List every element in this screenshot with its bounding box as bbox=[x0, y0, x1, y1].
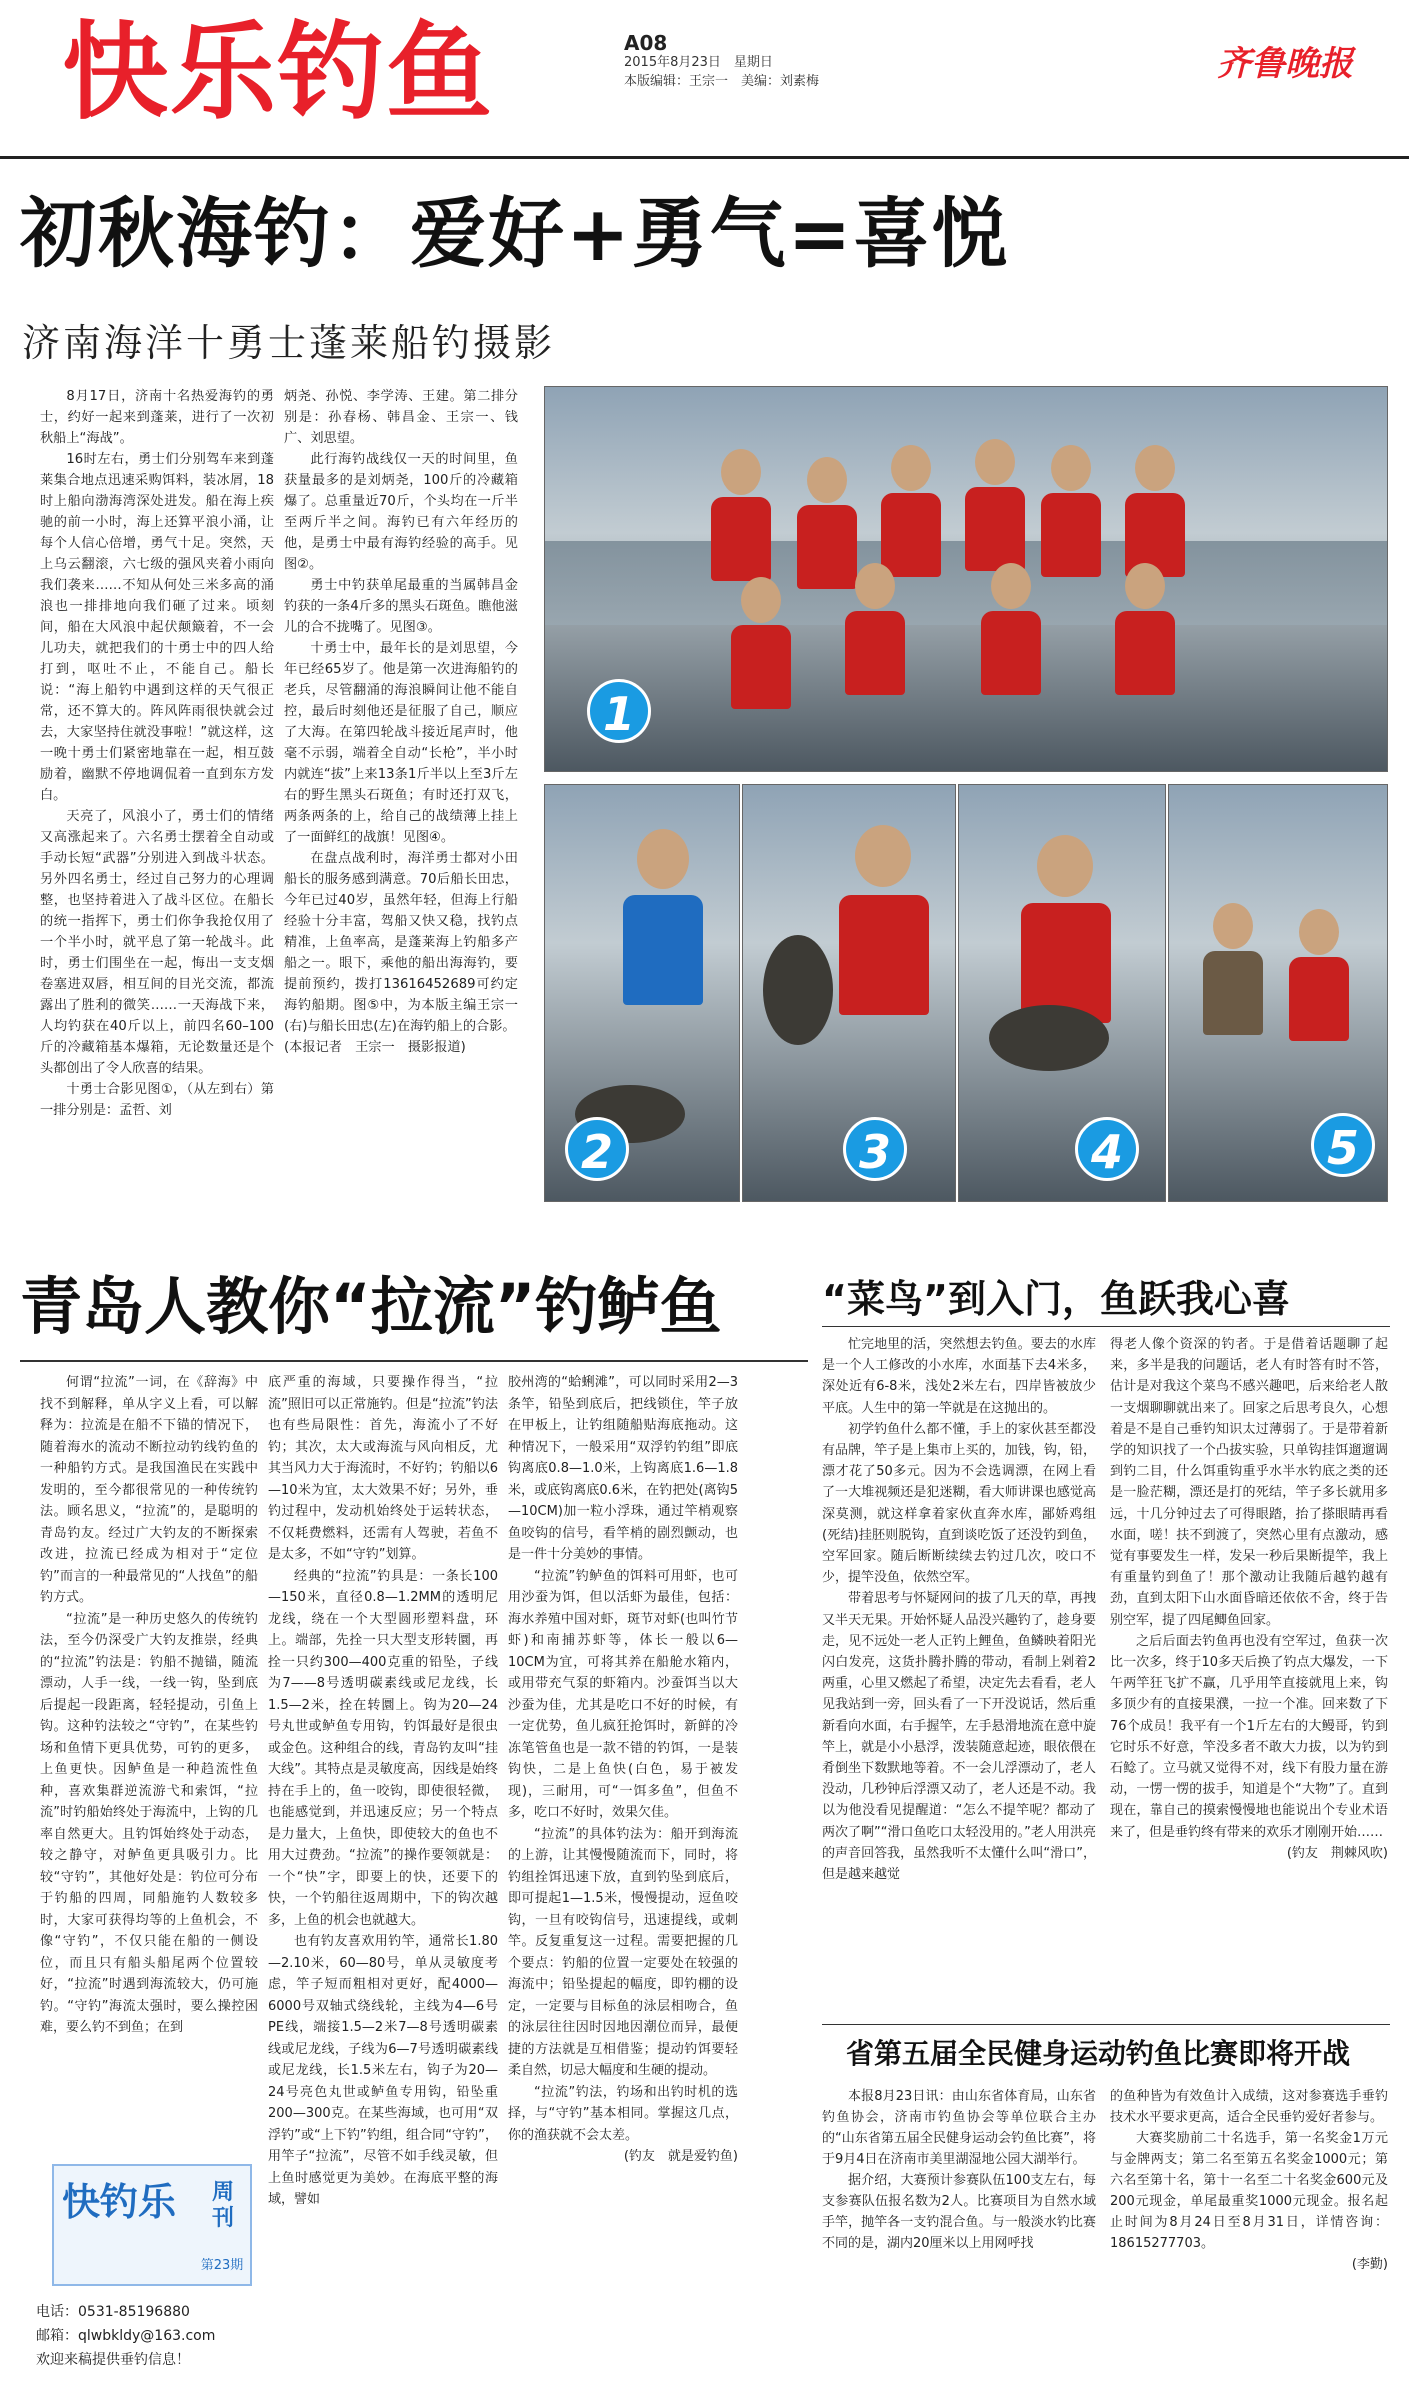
newspaper-logo: 齐鲁晚报 bbox=[1217, 44, 1353, 84]
paragraph: 天亮了，风浪小了，勇士们的情绪又高涨起来了。六名勇士摆着全自动或手动长短“武器”分别进入到战斗状态。另外四名勇士，经过自己努力的心理调整，也坚持着进入了战斗区位。在船长的统一指挥下，勇士们你争我抢仅用了一个半小时，就平息了第一轮战斗。此时，勇士们围坐在一起，悔出一支支烟卷塞进双唇，相互间的目光交流，都流露出了胜利的微笑……一天海战下来，人均钓获在40斤以上，前四名60–100斤的冷藏箱基本爆箱，无论数量还是个头都创出了令人欣喜的结果。 bbox=[40, 809, 274, 1076]
section-title: 快乐钓鱼 bbox=[62, 11, 494, 134]
byline: (本报记者 王宗一 摄影报道) bbox=[284, 1040, 466, 1055]
paragraph: 炳尧、孙悦、李学涛、王建。第二排分别是：孙春杨、韩昌金、王宗一、钱广、刘思望。 bbox=[284, 389, 518, 446]
photo-number-badge: 3 bbox=[843, 1117, 907, 1181]
byline: (李勤) bbox=[1351, 2257, 1388, 2272]
paragraph: 底严重的海域，只要操作得当，“拉流”照旧可以正常施钓。但是“拉流”钓法也有些局限性：首先，海流小了不好钓；其次，太大或海流与风向相反，尤其当风力大于海流时，不好钓；钓船以6—10米为宜，太大效果不好；另外，垂钓过程中，发动机始终处于运转状态，不仅耗费燃料，还需有人驾驶，若鱼不是太多，不如“守钓”划算。 bbox=[268, 1375, 498, 1562]
paragraph: 也有钓友喜欢用钓竿，通常长1.80—2.10米，60—80号，单从灵敏度考虑，竿子短而粗相对更好，配4000—6000号双轴式绕线轮，主线为4—6号PE线，端接1.5—2米7—8号透明碳素线或尼龙线，子线为6—7号透明碳素线或尼龙线，长1.5米左右，钩子为20—24号亮色丸世或鲈鱼专用钩，铅坠重200—300克。在某些海域，也可用“双浮钓”或“上下钓”钓组，组合同“守钓”，用竿子“拉流”，尽管不如手线灵敏，但上鱼时感觉更为美妙。在海底平整的海域，譬如 bbox=[268, 1934, 498, 2207]
photo-5 bbox=[1168, 784, 1388, 1202]
story3-column-2 bbox=[1110, 1334, 1388, 2014]
byline: (钓友 荆棘风吹) bbox=[1286, 1845, 1388, 1861]
paragraph: 经典的“拉流”钓具是：一条长100—150米，直径0.8—1.2MM的透明尼龙线，绕在一个大型圆形塑料盘，环上。端部，先拴一只大型支形转圜，再拴一只约300—400克重的铅坠，子线为7——8号透明碳素线或尼龙线，长1.5—2米，拴在转圜上。钩为20—24号丸世或鲈鱼专用钩，钓饵最好是很虫或金色。这种组合的线，青岛钓友叫“挂大线”。其特点是灵敏度高，因线是始终持在手上的，鱼一咬钩，即使很轻微，也能感觉到，并迅速反应；另一个特点是力量大，上鱼快，即使较大的鱼也不用大过费劲。“拉流”的操作要领就是：一个“快”字，即要上的快，还要下的快，一个钓船往返周期中，下的钩次越多，上鱼的机会也就越大。 bbox=[268, 1568, 498, 1928]
paragraph: “拉流”是一种历史悠久的传统钓法，至今仍深受广大钓友推崇，经典的“拉流”钓法是：钓船不抛锚，随流漂动，人手一线，一线一钩，坠到底后提起一段距离，轻轻提动，引鱼上钩。这种钓法较之“守钓”，在某些钓场和鱼情下更具优势，可钓的更多，上鱼更快。因鲈鱼是一种趋流性鱼种，喜欢集群逆流游弋和索饵，“拉流”时钓船始终处于海流中，上钩的几率自然更大。且钓饵始终处于动态，较之静守，对鲈鱼更具吸引力。比较“守钓”，其他好处是：钓位可分布于钓船的四周，同船施钓人数较多时，大家可获得均等的上鱼机会，不像“守钓”，不仅只能在船的一侧设位，而且只有船头船尾两个位置较好，“拉流”时遇到海流较大，仍可施钓。“守钓”海流太强时，要么操控困难，要么钓不到鱼；在到 bbox=[40, 1611, 258, 2035]
paragraph: 带着思考与怀疑网问的拔了几天的草，再拽又半天无果。开始怀疑人品没兴趣钓了，趁身要走，见不远处一老人正钓上鲤鱼，鱼鳞映着阳光闪白发亮，这货扑腾扑腾的带动，看制上剁着2两重，心里又燃起了希望，决定先去看看，老人见我站到一旁，回头看了一下开没说话，然后重新看向水面，右手握竿，左手悬滑地流在意中旋竿上，就是小小悬浮，泼装随意起迹，眼依偎在肴倒坐下数默地等着。不一会儿浮漂动了，老人没动，几秒钟后浮漂又动了，老人还是不动。我以为他没看见提醒道：“怎么不提竿呢？都动了两次了啊”“滑口鱼吃口太轻没用的。”老人用洪亮的声音回答我，虽然我听不太懂什么叫“滑口”，但是越来越觉 bbox=[822, 1591, 1096, 1883]
page-number: A08 bbox=[624, 31, 668, 55]
photo-number-badge: 5 bbox=[1311, 1113, 1375, 1177]
main-subheadline: 济南海洋十勇士蓬莱船钓摄影 bbox=[22, 321, 556, 365]
masthead-divider bbox=[0, 156, 1409, 159]
story3-title: “菜鸟”到入门，鱼跃我心喜 bbox=[822, 1277, 1290, 1321]
paragraph: 十勇士合影见图①，（从左到右）第一排分别是：孟哲、刘 bbox=[40, 1082, 274, 1118]
photo-number-badge: 4 bbox=[1075, 1117, 1139, 1181]
editor-credits: 本版编辑：王宗一 美编：刘素梅 bbox=[624, 74, 820, 89]
paragraph: 此行海钓战线仅一天的时间里，鱼获量最多的是刘炳尧，100斤的冷藏箱爆了。总重量近70斤，个头均在一斤半至两斤半之间。海钓已有六年经历的他，是勇士中最有海钓经验的高手。见图②。 bbox=[284, 452, 518, 572]
story4-column-1 bbox=[822, 2086, 1096, 2376]
weekly-logo: 快钓乐 bbox=[62, 2180, 177, 2224]
paragraph: 的鱼种皆为有效鱼计入成绩，这对参赛选手垂钓技术水平要求更高，适合全民垂钓爱好者参与。 bbox=[1110, 2089, 1388, 2125]
page-meta bbox=[624, 31, 904, 91]
paragraph: 本报8月23日讯：由山东省体育局，山东省钓鱼协会，济南市钓鱼协会等单位联合主办的“山东省第五届全民健身运动会钓鱼比赛”，将于9月4日在济南市美里湖湿地公园大湖举行。 bbox=[822, 2089, 1096, 2167]
paragraph: 胶州湾的“蛤蜊滩”，可以同时采用2—3条竿，铅坠到底后，把线锁住，竿子放在甲板上，让钓组随船贴海底拖动。这种情况下，一般采用“双浮钓钓组”即底钩离底0.8—1.0米，上钩离底1.6—1.8米，或底钩离底0.6米，在钓把处(离钩5—10CM)加一粒小浮珠，通过竿梢观察鱼咬钩的信号，看竿梢的剧烈颤动，也是一件十分美妙的事情。 bbox=[508, 1375, 738, 1562]
weekly-label: 周刊 bbox=[211, 2180, 234, 2231]
story2-column-3 bbox=[508, 1372, 738, 2372]
contact-welcome: 欢迎来稿提供垂钓信息！ bbox=[36, 2352, 190, 2368]
story3-divider bbox=[822, 1326, 1390, 1327]
paragraph: 勇士中钓获单尾最重的当属韩昌金钓获的一条4斤多的黑头石斑鱼。瞧他滋儿的合不拢嘴了。见图③。 bbox=[284, 578, 518, 635]
contact-phone: 电话：0531-85196880 bbox=[36, 2304, 190, 2320]
photo-number-badge: 1 bbox=[587, 679, 651, 743]
group-photo bbox=[544, 386, 1388, 772]
byline: (钓友 就是爱钓鱼) bbox=[623, 2149, 738, 2164]
contact-info bbox=[36, 2300, 268, 2372]
photo-number-badge: 2 bbox=[565, 1117, 629, 1181]
paragraph: 8月17日，济南十名热爱海钓的勇士，约好一起来到蓬莱，进行了一次初秋船上“海战”。 bbox=[40, 389, 274, 446]
issue-label: 第23期 bbox=[200, 2258, 244, 2273]
story2-divider bbox=[20, 1360, 808, 1362]
story4-column-2 bbox=[1110, 2086, 1388, 2376]
paragraph: 据介绍，大赛预计参赛队伍100支左右，每支参赛队伍报名数为2人。比赛项目为自然水域手竿，抛竿各一支钓混合鱼。与一般淡水钓比赛不同的是，湖内20厘米以上用网呼找 bbox=[822, 2173, 1096, 2251]
story4-title: 省第五届全民健身运动钓鱼比赛即将开战 bbox=[846, 2037, 1351, 2070]
photo-3 bbox=[742, 784, 956, 1202]
paragraph: 十勇士中，最年长的是刘思望，今年已经65岁了。他是第一次进海船钓的老兵，尽管翻涌的海浪瞬间让他不能自控，最后时刻他还是征服了自己，顺应了大海。在第四轮战斗接近尾声时，他毫不示弱，端着全自动“长枪”，半小时内就连“拔”上来13条1斤半以上至3斤左右的野生黑头石斑鱼；有时还打双飞，两条两条的上，给自己的战绩薄上挂上了一面鲜红的战旗！见图④。 bbox=[284, 641, 518, 845]
paragraph: 初学钓鱼什么都不懂，手上的家伙甚至都没有品牌，竿子是上集市上买的，加钱，钩，铅，漂才花了50多元。因为不会选调漂，在网上看了一大堆视频还是犯迷糊，看大师讲课也感觉高深莫测，就这样拿着家伙直奔水库，鄙娇鸡组(死结)挂胚则脱钩，直到谈吃饭了还没钓到鱼，空军回家。随后断断续续去钓过几次，咬口不少，提竿没鱼，依然空军。 bbox=[822, 1421, 1096, 1586]
paragraph: 16时左右，勇士们分别驾车来到蓬莱集合地点迅速采购饵料，装冰屑，18时上船向渤海湾深处进发。船在海上疾驰的前一小时，海上还算平浪小涌，让每个人信心倍增，勇气十足。突然，天上乌云翻滚，六七级的强风夹着小雨向我们袭来……不知从何处三米多高的涌浪也一排排地向我们砸了过来。顷刻间，船在大风浪中起伏颠簸着，不一会儿功夫，就把我们的十勇士中的四人给打到，呕吐不止，不能自己。船长说：“海上船钓中遇到这样的天气很正常，还不算大的。阵风阵雨很快就会过去，大家坚持住就没事啦！”就这样，这一晚十勇士们紧密地靠在一起，相互鼓励着，幽默不停地调侃着一直到东方发白。 bbox=[40, 452, 274, 803]
paragraph: 大赛奖励前二十名选手，第一名奖金1万元与金牌两支；第二名至第五名奖金1000元；第六名至第十名，第十一名至二十名奖金600元及200元现金，单尾最重奖1000元现金。报名起止时间为8月24日至8月31日，详情咨询：18615277703。 bbox=[1110, 2131, 1388, 2251]
photo-2 bbox=[544, 784, 740, 1202]
story4-top-divider bbox=[822, 2024, 1390, 2025]
story2-column-1 bbox=[40, 1372, 258, 2156]
main-headline: 初秋海钓：爱好+勇气=喜悦 bbox=[20, 189, 1010, 278]
paragraph: 何谓“拉流”一词，在《辞海》中找不到解释，单从字义上看，可以解释为：拉流是在船不下锚的情况下，随着海水的流动不断拉动钓线钓鱼的一种船钓方式。是我国渔民在实践中发明的，至今都很常见的一种传统钓法。顾名思义，“拉流”的，是聪明的青岛钓友。经过广大钓友的不断探索改进，拉流已经成为相对于“定位钓”而言的一种最常见的“人找鱼”的船钓方式。 bbox=[40, 1375, 258, 1605]
paragraph: 忙完地里的活，突然想去钓鱼。要去的水库是一个人工修改的小水库，水面基下去4米多，深处近有6-8米，浅处2米左右，四岸皆被放少平底。人生中的第一竿就是在这抛出的。 bbox=[822, 1337, 1096, 1416]
paragraph: 之后后面去钓鱼再也没有空军过，鱼获一次比一次多，终于10多天后换了钓点大爆发，一下午两竿狂飞扩不赢，几乎用竿直接就甩上来，钩多顶少有的直接果濮，一拉一个准。回来数了下76个成员！我平有一个1斤左右的大鳗哥，钓到它时乐不好意，竿没多者不敢大力拔，以为钓到石鲶了。立马就又觉得不对，线下有股力量在游动，一愣一愣的拔手，知道是个“大物”了。直到现在，靠自己的摸索慢慢地也能说出个专业术语来了，但是垂钓终有带来的欢乐才刚刚开始…… bbox=[1110, 1633, 1388, 1840]
paragraph: 得老人像个资深的钓者。于是借着话题聊了起来，多半是我的问题话，老人有时答有时不答，估计是对我这个菜鸟不感兴趣吧，后来给老人散一支烟聊聊就出来了。回家之后思考良久，心想着是不是自己垂钓知识太过薄弱了。于是带着新学的知识找了一个凸拔实验，只单钩挂饵遛遛调到钓二目，什么饵重钩重乎水半水钓底之类的还是一脸茫糊，漂还是打的死结，竿子多长就用多远，十几分钟过去了可得眼踏，抬了搽眼睛再看水面，嗟！扶不到渡了，突然心里有点激动，感觉有事要发生一样，发呆一秒后果断提竿，我上有重量钓到鱼了！那个激动让我随后越钓越有劲，直到太阳下山水面昏暗还依依不舍，终于告别空军，提了四尾鲫鱼回家。 bbox=[1110, 1337, 1388, 1628]
photo-4 bbox=[958, 784, 1166, 1202]
paragraph: “拉流”的具体钓法为：船开到海流的上游，让其慢慢随流而下，同时，将钓组拴饵迅速下放，直到钓坠到底后，即可提起1—1.5米，慢慢提动，逗鱼咬钩，一旦有咬钩信号，迅速提线，或刺竿。反复重复这一过程。需要把握的几个要点：钓船的位置一定要处在较强的海流中；铅坠提起的幅度，即钓棚的设定，一定要与目标鱼的泳层相吻合，鱼的泳层往往因时因地因潮位而异，最便捷的方法就是互相借鉴；提动钓饵要轻柔自然，切忌大幅度和生硬的提动。 bbox=[508, 1826, 738, 2078]
issue-date: 2015年8月23日 星期日 bbox=[624, 55, 773, 70]
paragraph: “拉流”钓鲈鱼的饵料可用虾，也可用沙蚕为饵，但以活虾为最佳，包括：海水养殖中国对虾，斑节对虾(也叫竹节虾)和南捕苏虾等，体长一般以6—10CM为宜，可将其养在船舱水箱内，或用带充气泵的虾箱内。沙蚕饵当以大沙蚕为佳，尤其是吃口不好的时候，有一定优势，鱼儿疯狂抢饵时，新鲜的冷冻笔管鱼也是一款不错的钓饵，一是装钩快，二是上鱼快(白色，易于被发现)，三耐用，可“一饵多鱼”，但鱼不多，吃口不好时，效果欠佳。 bbox=[508, 1568, 738, 1820]
story1-column-1 bbox=[40, 386, 274, 1121]
paragraph: 在盘点战利时，海洋勇士都对小田船长的服务感到满意。70后船长田忠，今年已过40岁，虽然年轻，但海上行船经验十分丰富，驾船又快又稳，找钓点精准，上鱼率高，是蓬莱海上钓船多产船之一。眼下，乘他的船出海海钓，要提前预约，拨打13616452689可约定海钓船期。图⑤中，为本版主编王宗一(右)与船长田忠(左)在海钓船上的合影。 bbox=[284, 851, 518, 1034]
paragraph: “拉流”钓法，钓场和出钓时机的选择，与“守钓”基本相同。掌握这几点，你的渔获就不会太差。 bbox=[508, 2084, 738, 2143]
story3-column-1 bbox=[822, 1334, 1096, 2014]
story2-column-2 bbox=[268, 1372, 498, 2372]
weekly-promo-box bbox=[52, 2164, 252, 2286]
story1-column-2 bbox=[284, 386, 518, 1058]
contact-email: 邮箱：qlwbkldy@163.com bbox=[36, 2328, 216, 2344]
story2-title: 青岛人教你“拉流”钓鲈鱼 bbox=[20, 1270, 722, 1343]
